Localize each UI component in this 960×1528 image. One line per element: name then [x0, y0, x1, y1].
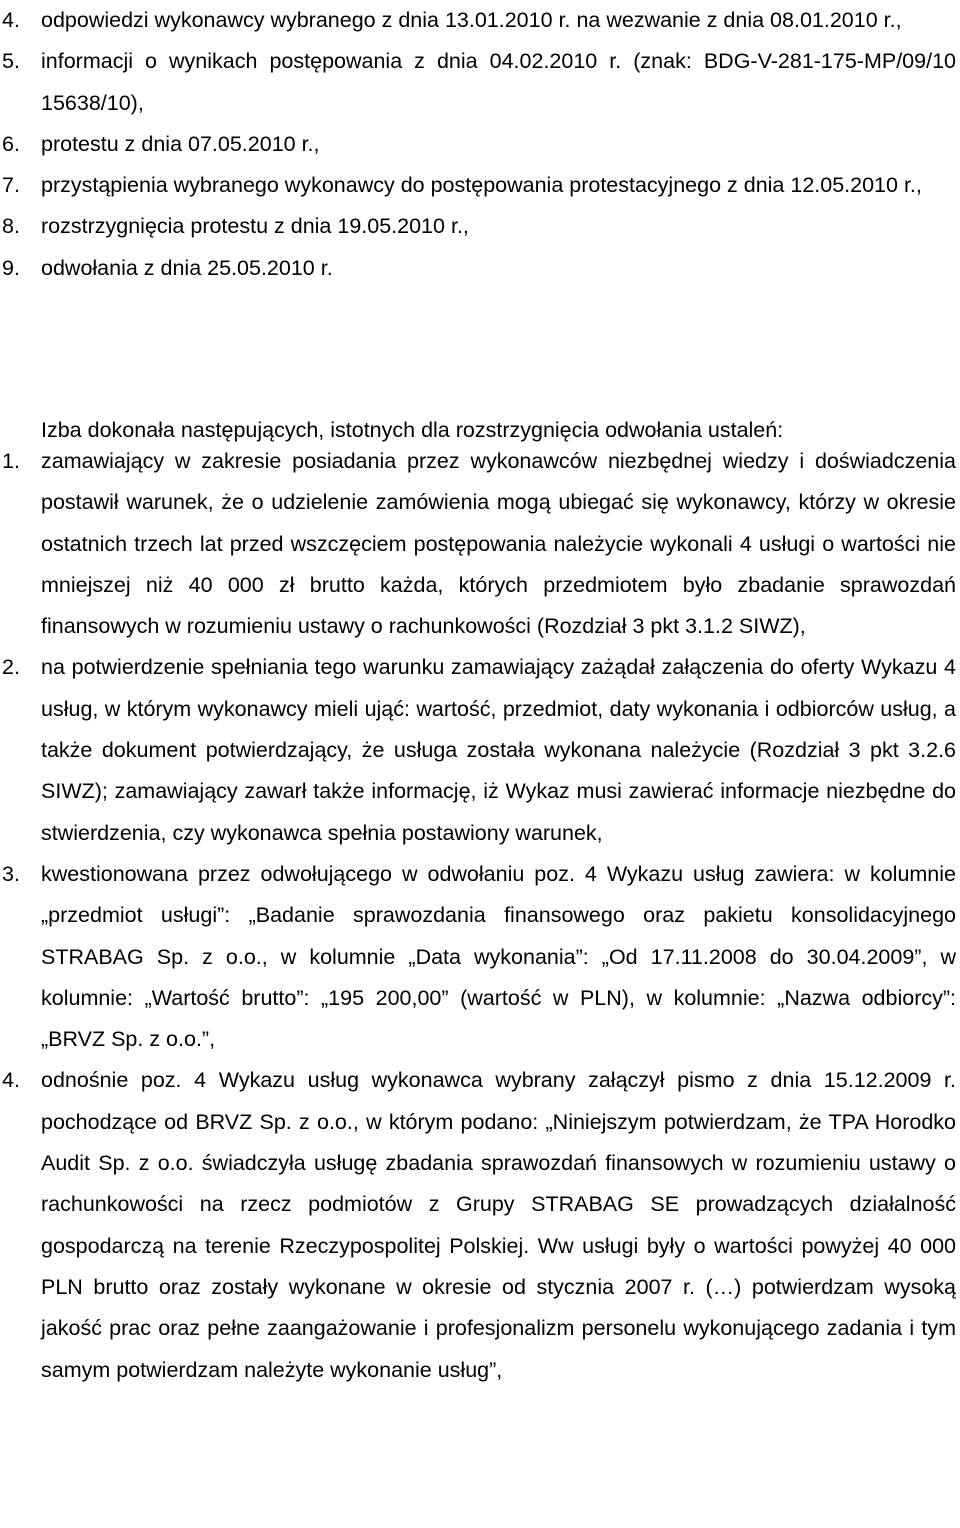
- finding-text: odnośnie poz. 4 Wykazu usług wykonawca wybrany załączył pismo z dnia 15.12.2009 r. pochodzące od BRVZ Sp. z o.o., w którym podano: „Niniejszym potwierdzam, że TPA Horodko Audit Sp. z o.o. świadczyła usługę zbadania sprawozdań finansowych w rozumieniu ustawy o rachunkowości na rzecz podmiotów z Grupy STRABAG SE prowadzących działalność gospodarczą na terenie Rzeczypospolitej Polskiej. Ww usługi były o wartości powyżej 40 000 PLN brutto oraz zostały wykonane w okresie od stycznia 2007 r. (…) potwierdzam wysoką jakość prac oraz pełne zaangażowanie i profesjonalizm personelu wykonującego zadania i tym samym potwierdzam należyte wykonanie usług”,: [41, 1068, 956, 1382]
- finding-number: 1.: [2, 449, 20, 473]
- list-item-6: [0, 124, 960, 165]
- list-item-number: 9.: [2, 255, 20, 280]
- finding-number: 3.: [2, 861, 20, 886]
- list-item-4: [0, 0, 960, 41]
- list-item-number: 8.: [2, 214, 20, 239]
- list-item-number: 7.: [2, 173, 20, 198]
- findings-intro: Izba dokonała następujących, istotnych dla rozstrzygnięcia odwołania ustaleń:: [41, 418, 784, 442]
- list-item-number: 5.: [2, 49, 20, 74]
- document-list-top: [0, 0, 960, 289]
- list-item-text: protestu z dnia 07.05.2010 r.,: [41, 131, 320, 156]
- finding-item-2: [0, 647, 960, 853]
- list-item-text: informacji o wynikach postępowania z dnia 04.02.2010 r. (znak: BDG-V-281-175-MP/09/10 15638/10),: [41, 49, 956, 115]
- finding-text: na potwierdzenie spełniania tego warunku zamawiający zażądał załączenia do oferty Wykazu 4 usług, w którym wykonawcy mieli ująć: wartość, przedmiot, daty wykonania i odbiorców usług, a także dokument potwierdzający, że usługa została wykonana należycie (Rozdział 3 pkt 3.2.6 SIWZ); zamawiający zawarł także informację, iż Wykaz musi zawierać informacje niezbędne do stwierdzenia, czy wykonawca spełnia postawiony warunek,: [41, 655, 956, 845]
- finding-item-3: [0, 854, 960, 1060]
- list-item-text: rozstrzygnięcia protestu z dnia 19.05.2010 r.,: [41, 214, 469, 239]
- findings-list: [0, 441, 960, 1391]
- list-item-text: odwołania z dnia 25.05.2010 r.: [41, 255, 333, 280]
- finding-item-4: [0, 1060, 960, 1390]
- list-item-8: [0, 206, 960, 247]
- list-item-9: [0, 248, 960, 289]
- list-item-number: 6.: [2, 131, 20, 156]
- finding-number: 4.: [2, 1068, 20, 1093]
- finding-text: zamawiający w zakresie posiadania przez wykonawców niezbędnej wiedzy i doświadczenia postawił warunek, że o udzielenie zamówienia mogą ubiegać się wykonawcy, którzy w okresie ostatnich trzech lat przed wszczęciem postępowania należycie wykonali 4 usługi o wartości nie mniejszej niż 40 000 zł brutto każda, których przedmiotem było zbadanie sprawozdań finansowych w rozumieniu ustawy o rachunkowości (Rozdział 3 pkt 3.1.2 SIWZ),: [41, 449, 956, 639]
- list-item-text: odpowiedzi wykonawcy wybranego z dnia 13.01.2010 r. na wezwanie z dnia 08.01.2010 r.,: [41, 8, 902, 32]
- finding-item-1: [0, 441, 960, 647]
- list-item-number: 4.: [2, 8, 20, 32]
- list-item-7: [0, 165, 960, 206]
- finding-number: 2.: [2, 655, 20, 680]
- finding-text: kwestionowana przez odwołującego w odwołaniu poz. 4 Wykazu usług zawiera: w kolumnie „przedmiot usługi”: „Badanie sprawozdania finansowego oraz pakietu konsolidacyjnego STRABAG Sp. z o.o., w kolumnie „Data wykonania”: „Od 17.11.2008 do 30.04.2009”, w kolumnie: „Wartość brutto”: „195 200,00” (wartość w PLN), w kolumnie: „Nazwa odbiorcy”: „BRVZ Sp. z o.o.”,: [41, 861, 956, 1052]
- list-item-5: [0, 41, 960, 124]
- list-item-text: przystąpienia wybranego wykonawcy do postępowania protestacyjnego z dnia 12.05.2010 r.,: [41, 173, 922, 198]
